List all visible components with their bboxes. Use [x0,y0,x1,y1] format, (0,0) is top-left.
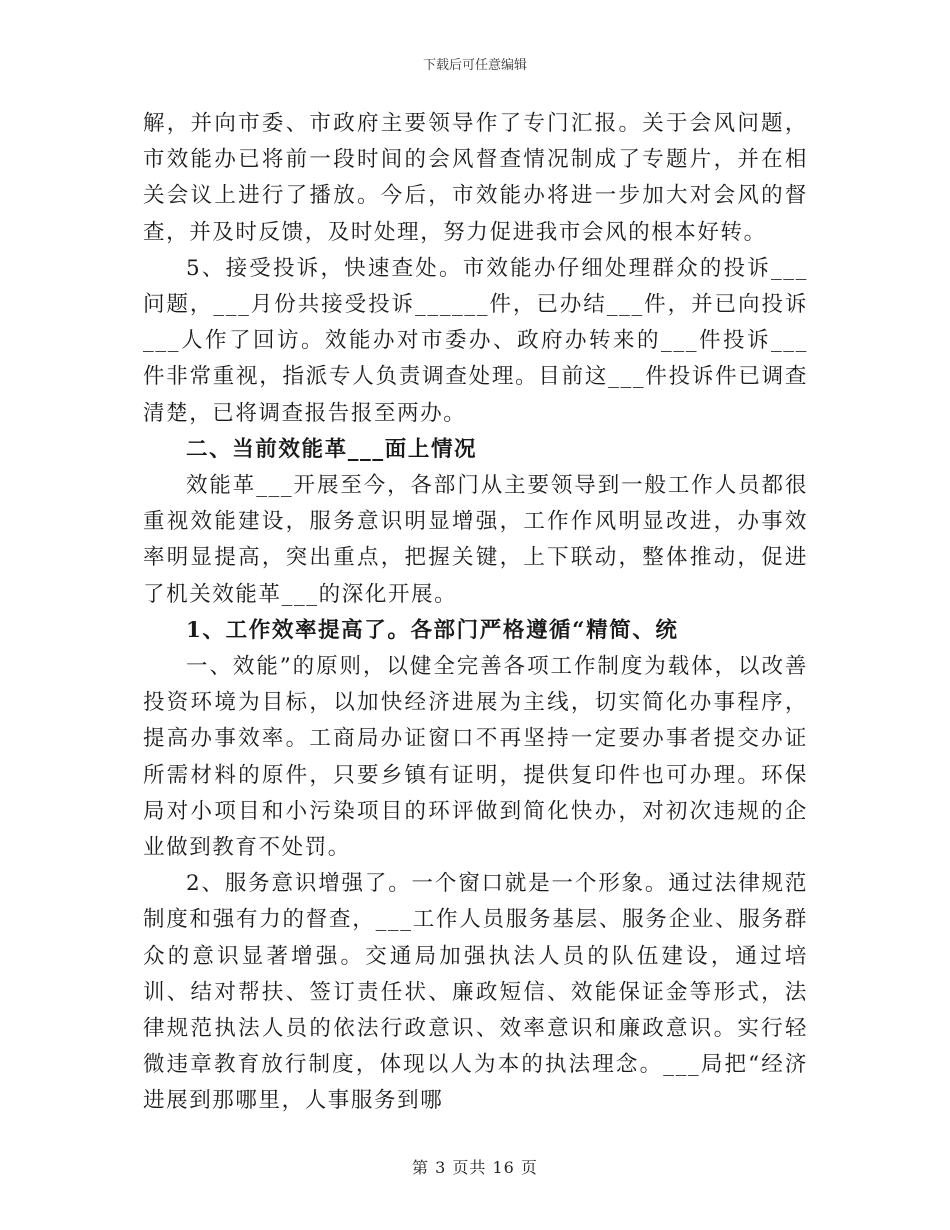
paragraph-item-2: 2、服务意识增强了。一个窗口就是一个形象。通过法律规范制度和强有力的督查，___工作人员服务基层、服务企业、服务群众的意识显著增强。交通局加强执法人员的队伍建设，通过培训、结对帮扶、签订责任状、廉政短信、效能保证金等形式，法律规范执法人员的依法行政意识、效率意识和廉政意识。实行轻微违章教育放行制度，体现以人为本的执法理念。___局把“经济进展到那哪里，人事服务到哪 [143,871,808,1114]
page-header: 下载后可任意编辑 [422,58,527,73]
document-body [143,106,808,1120]
paragraph-section-intro: 效能革___开展至今，各部门从主要领导到一般工作人员都很重视效能建设，服务意识明显增强，工作作风明显改进，办事效率明显提高，突出重点，把握关键，上下联动，整体推动，促进了机关效能革___的深化开展。 [143,473,808,607]
page-footer: 第 3 页共 16 页 [412,1158,538,1177]
paragraph-item-1-body: 一、效能”的原则，以健全完善各项工作制度为载体，以改善投资环境为目标，以加快经济进展为主线，切实简化办事程序，提高办事效率。工商局办证窗口不再坚持一定要办事者提交办证所需材料的原件，只要乡镇有证明，提供复印件也可办理。环保局对小项目和小污染项目的环评做到简化快办，对初次违规的企业做到教育不处罚。 [143,654,808,861]
section-heading-2: 二、当前效能革___面上情况 [186,436,478,462]
paragraph-item-5: 5、接受投诉，快速查处。市效能办仔细处理群众的投诉___问题，___月份共接受投诉______件，已办结___件，并已向投诉___人作了回访。效能办对市委办、政府办转来的___件投诉___件非常重视，指派专人负责调查处理。目前这___件投诉件已调查清楚，已将调查报告报至两办。 [143,255,808,426]
paragraph-continuation: 解，并向市委、市政府主要领导作了专门汇报。关于会风问题，市效能办已将前一段时间的会风督查情况制成了专题片，并在相关会议上进行了播放。今后，市效能办将进一步加大对会风的督查，并及时反馈，及时处理，努力促进我市会风的根本好转。 [143,111,808,245]
subheading-item-1: 1、工作效率提高了。各部门严格遵循“精简、统 [186,617,679,643]
